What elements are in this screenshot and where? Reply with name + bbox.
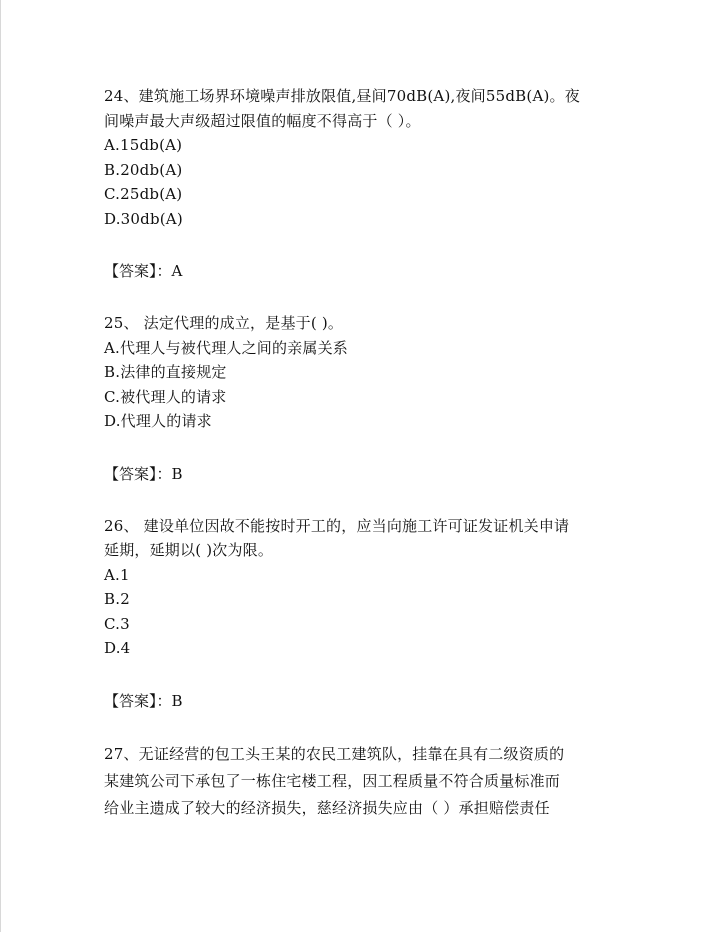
option-b: B.法律的直接规定	[104, 363, 227, 381]
question-stem-line: 间噪声最大声级超过限值的幅度不得高于（ ）。	[104, 111, 421, 130]
option-d: D.代理人的请求	[104, 412, 212, 430]
option-b: B.2	[104, 590, 130, 608]
answer-line: 【答案】：B	[104, 691, 183, 710]
answer-line: 【答案】：A	[104, 262, 183, 280]
question-stem-line: 某建筑公司下承包了一栋住宅楼工程，因工程质量不符合质量标准而	[104, 771, 561, 790]
option-d: D.30db(A)	[104, 209, 183, 228]
option-d: D.4	[104, 639, 131, 657]
question-stem-line: 延期，延期以( )次为限。	[104, 541, 274, 559]
option-a: A.1	[104, 565, 130, 584]
question-stem-line: 26、 建设单位因故不能按时开工的，应当向施工许可证发证机关申请	[104, 516, 570, 535]
question-list	[104, 84, 624, 822]
question-25	[104, 311, 624, 486]
question-stem-line: 27、无证经营的包工头王某的农民工建筑队，挂靠在具有二级资质的	[104, 744, 565, 763]
option-a: A.15db(A)	[104, 136, 183, 154]
option-a: A.代理人与被代理人之间的亲属关系	[104, 338, 349, 357]
page-left-border	[0, 0, 1, 932]
question-24	[104, 84, 624, 283]
question-26	[104, 514, 624, 713]
question-stem-line: 25、 法定代理的成立，是基于( )。	[104, 314, 344, 332]
option-c: C.被代理人的请求	[104, 387, 227, 406]
question-stem-line: 24、建筑施工场界环境噪声排放限值,昼间70dB(A),夜间55dB(A)。夜	[104, 87, 580, 105]
option-c: C.3	[104, 614, 130, 633]
option-b: B.20db(A)	[104, 160, 183, 179]
answer-line: 【答案】：B	[104, 464, 183, 483]
question-stem-line: 给业主遗成了较大的经济损失，慈经济损失应由（ ）承担赔偿责任	[104, 798, 550, 817]
option-c: C.25db(A)	[104, 185, 183, 203]
question-27	[104, 741, 624, 822]
